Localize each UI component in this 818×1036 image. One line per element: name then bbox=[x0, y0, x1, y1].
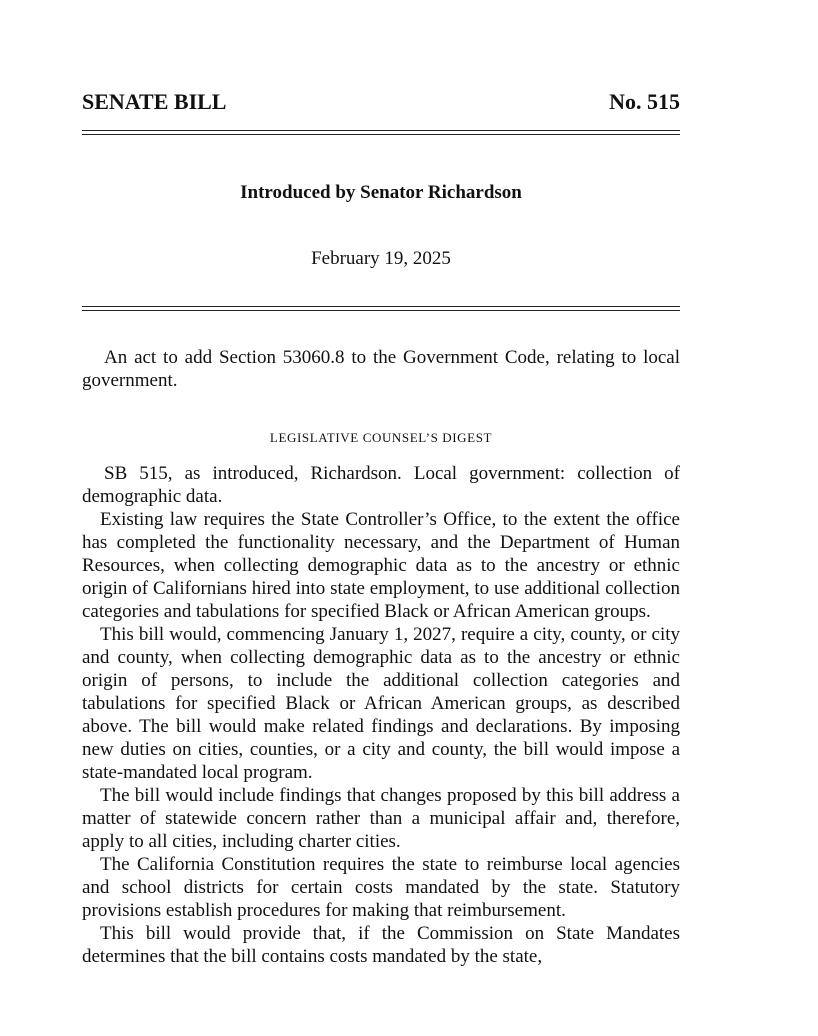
digest-heading: LEGISLATIVE COUNSEL’S DIGEST bbox=[269, 430, 493, 445]
digest-body bbox=[82, 462, 680, 968]
introduced-by: Introduced by Senator Richardson bbox=[240, 182, 522, 203]
header-divider bbox=[82, 130, 680, 135]
bill-type: SENATE BILL bbox=[82, 89, 227, 114]
bill-number: No. 515 bbox=[609, 89, 680, 114]
digest-paragraph: Existing law requires the State Controller’s Office, to the extent the office has completed the functionality necessary, and the Department of Human Resources, when collecting demographic data as to the ancestry or ethnic origin of Californians hired into state employment, to use additional collection categories and tabulations for specified Black or African American groups. bbox=[82, 509, 680, 622]
introduction-date: February 19, 2025 bbox=[311, 248, 451, 269]
intro-divider bbox=[82, 306, 680, 311]
digest-paragraph: The California Constitution requires the state to reimburse local agencies and school districts for certain costs mandated by the state. Statutory provisions establish procedures for making that reimbursement. bbox=[82, 854, 680, 921]
digest-paragraph: This bill would provide that, if the Commission on State Mandates determines that the bill contains costs mandated by the state, bbox=[82, 923, 680, 967]
act-title: An act to add Section 53060.8 to the Government Code, relating to local government. bbox=[82, 347, 680, 391]
digest-paragraph: This bill would, commencing January 1, 2027, require a city, county, or city and county, when collecting demographic data as to the ancestry or ethnic origin of persons, to include the additional collection categories and tabulations for specified Black or African American groups, as described above. The bill would make related findings and declarations. By imposing new duties on cities, counties, or a city and county, the bill would impose a state-mandated local program. bbox=[82, 624, 680, 783]
digest-paragraph: SB 515, as introduced, Richardson. Local government: collection of demographic data. bbox=[82, 463, 680, 507]
bill-header bbox=[82, 89, 680, 119]
digest-paragraph: The bill would include findings that changes proposed by this bill address a matter of statewide concern rather than a municipal affair and, therefore, apply to all cities, including charter cities. bbox=[82, 785, 680, 852]
